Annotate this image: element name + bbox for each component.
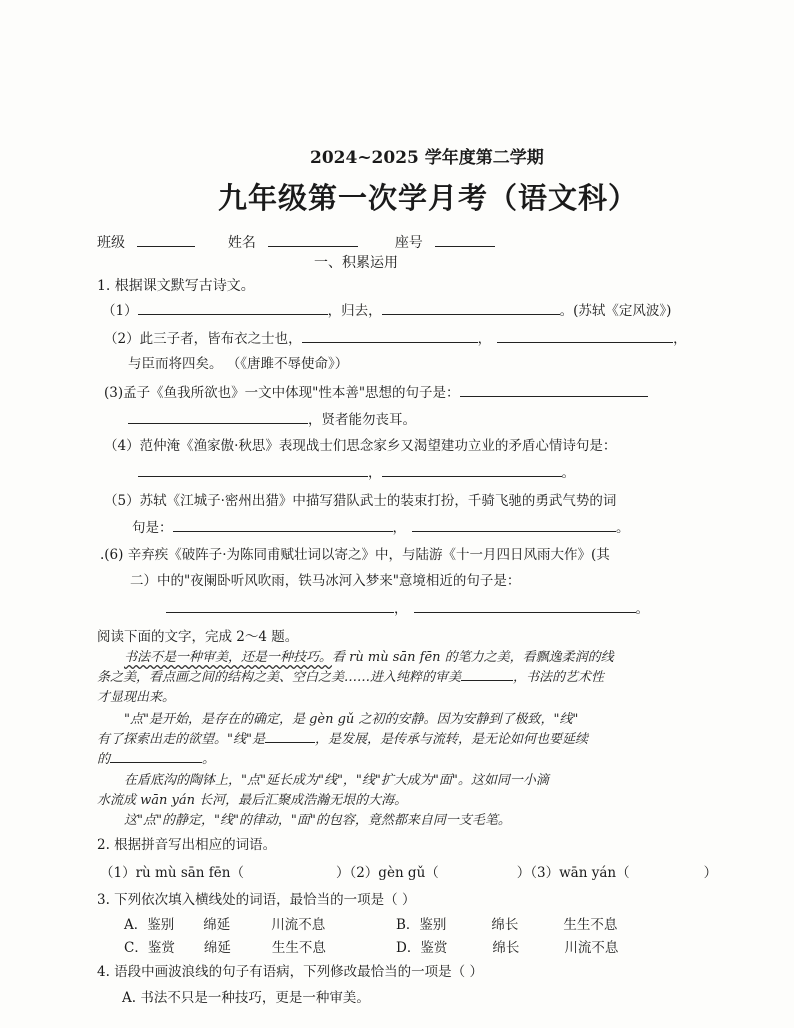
- passage-line-6: 的 。: [97, 752, 216, 767]
- q1-part4-cont: ， 。: [138, 461, 575, 481]
- q4-option-a[interactable]: A. 书法不只是一种技巧，更是一种审美。: [122, 990, 370, 1006]
- answer-blank[interactable]: [302, 328, 478, 343]
- q1-part6-blanks: ， 。: [166, 597, 649, 617]
- passage-line-2: 条之美，看点画之间的结构之美、空白之美……进入纯粹的审美 ，书法的艺术性: [97, 670, 605, 685]
- passage-line-3: 才显现出来。: [97, 690, 176, 705]
- wavy-sentence: 书法不是一种审美，还是一种技巧。: [124, 650, 333, 665]
- answer-blank[interactable]: [128, 409, 308, 424]
- year-term: 2024~2025 学年度第二学期: [310, 148, 544, 168]
- seat-field[interactable]: [435, 232, 495, 247]
- name-field[interactable]: [268, 232, 358, 247]
- answer-blank[interactable]: [138, 462, 368, 477]
- name-label: 姓名: [227, 235, 256, 251]
- q3-option-b[interactable]: B．鉴别 绵长 生生不息: [396, 917, 618, 933]
- answer-blank[interactable]: [497, 328, 673, 343]
- q1-part6: .(6) 辛弃疾《破阵子·为陈同甫赋壮词以寄之》中，与陆游《十一月四日风雨大作》(其: [100, 547, 610, 563]
- answer-blank[interactable]: [412, 517, 616, 532]
- reading-intro: 阅读下面的文字，完成 2～4 题。: [97, 629, 299, 645]
- answer-blank[interactable]: [173, 517, 393, 532]
- q3-option-c[interactable]: C．鉴赏 绵延 生生不息: [124, 940, 326, 956]
- q1-part1: （1） ，归去， 。(苏轼《定风波》): [102, 299, 671, 319]
- q2-row: （1）rù mù sān fēn（ ）（2）gèn gǔ（ ）（3）wān yán（ ）: [100, 865, 718, 881]
- q1-part4: （4）范仲淹《渔家傲·秋思》表现战士们思念家乡又渴望建功立业的矛盾心情诗句是：: [104, 438, 617, 454]
- passage-line-8: 水流成 wān yán 长河，最后汇聚成浩瀚无垠的大海。: [97, 793, 408, 808]
- seat-label: 座号: [394, 235, 423, 251]
- q1-part5-cont: 句是： ， 。: [132, 516, 630, 536]
- q3-option-d[interactable]: D．鉴赏 绵长 川流不息: [396, 940, 619, 956]
- passage-line-7: 在盾底沟的陶钵上，"点"延长成为"线"，"线"扩大成为"面"。这如同一小滴: [124, 773, 549, 788]
- answer-blank[interactable]: [138, 300, 328, 315]
- q1-part2-cont: 与臣而将四矣。 （《唐雎不辱使命》）: [128, 356, 349, 372]
- fill-blank-3[interactable]: [110, 750, 202, 763]
- section1-title: 一、积累运用: [314, 255, 398, 271]
- q1-part6-cont: 二）中的"夜阑卧听风吹雨，铁马冰河入梦来"意境相近的句子是：: [130, 573, 521, 589]
- passage-line-4: "点"是开始，是存在的确定，是 gèn gǔ 之初的安静。因为安静到了极致，"线": [124, 712, 579, 727]
- answer-blank[interactable]: [460, 382, 648, 397]
- answer-blank[interactable]: [166, 598, 394, 613]
- q1-part2: （2）此三子者，皆布衣之士也， ， ，: [104, 327, 687, 347]
- exam-title: 九年级第一次学月考（语文科）: [218, 181, 639, 215]
- passage-line-1: 书法不是一种审美，还是一种技巧。看 rù mù sān fēn 的笔力之美，看飘逸柔润的线: [124, 650, 614, 665]
- q1-part3-cont: ，贤者能勿丧耳。: [128, 408, 416, 428]
- answer-blank[interactable]: [414, 598, 636, 613]
- answer-blank[interactable]: [382, 300, 560, 315]
- q2-stem: 2. 根据拼音写出相应的词语。: [97, 837, 277, 853]
- class-label: 班级: [97, 235, 125, 251]
- class-field[interactable]: [137, 232, 195, 247]
- passage-line-5: 有了探索出走的欲望。"线"是 ，是发展，是传承与流转，是无论如何也要延续: [97, 732, 588, 747]
- fill-blank-2[interactable]: [265, 730, 315, 743]
- q1-stem: 1. 根据课文默写古诗文。: [97, 278, 255, 294]
- passage-line-9: 这"点"的静定，"线"的律动，"面"的包容，竟然都来自同一支毛笔。: [124, 813, 511, 828]
- fill-blank-1[interactable]: [461, 668, 513, 681]
- answer-blank[interactable]: [382, 462, 562, 477]
- q1-part5: （5）苏轼《江城子·密州出猎》中描写猎队武士的装束打扮，千骑飞驰的勇武气势的词: [104, 493, 617, 509]
- info-row: [97, 232, 495, 252]
- q3-stem: 3. 下列依次填入横线处的词语，最恰当的一项是（ ）: [97, 892, 416, 908]
- q4-stem: 4. 语段中画波浪线的句子有语病，下列修改最恰当的一项是（ ）: [97, 964, 483, 980]
- q3-option-a[interactable]: A．鉴别 绵延 川流不息: [124, 917, 326, 933]
- q1-part3: (3)孟子《鱼我所欲也》一文中体现"性本善"思想的句子是：: [104, 381, 648, 401]
